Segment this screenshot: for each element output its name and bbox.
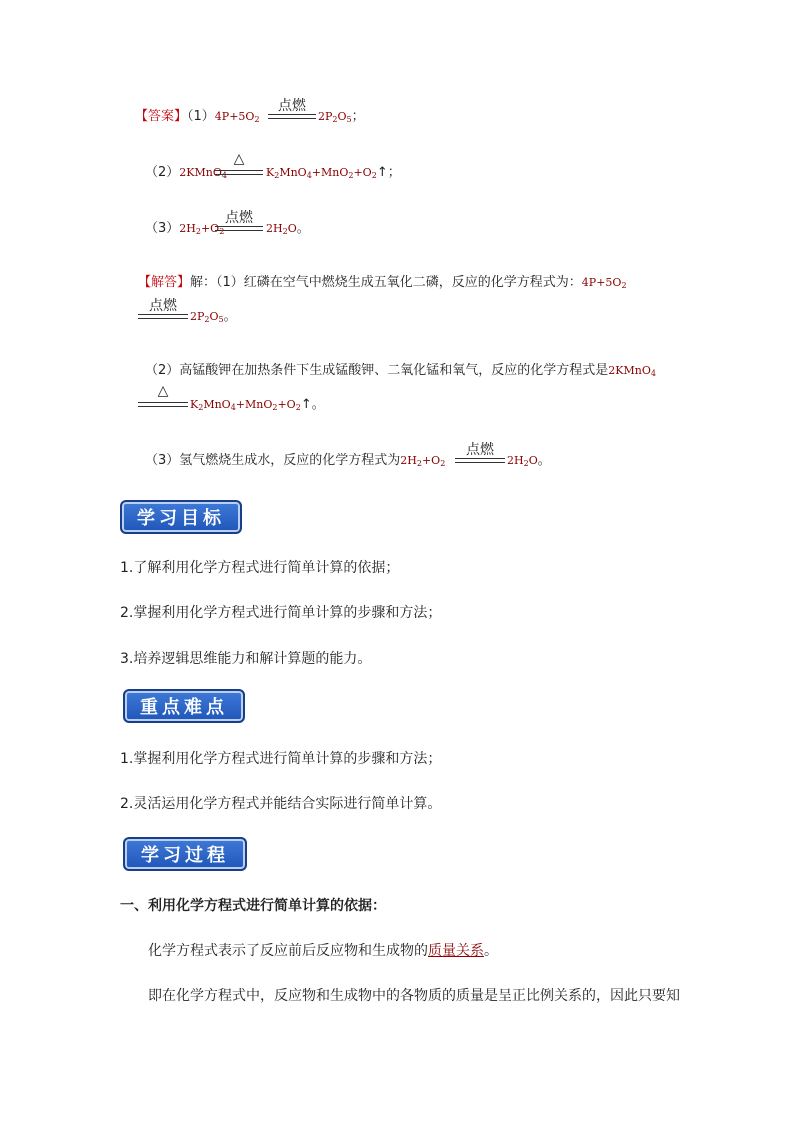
answer-label: 【答案】 (135, 109, 188, 124)
solution-line-3: （3）氢气燃烧生成水，反应的化学方程式为$2H_2+O_2$ (145, 453, 446, 468)
equals-sign (138, 314, 188, 319)
solution-line-1: 【解答】解：（1）红磷在空气中燃烧生成五氧化二磷，反应的化学方程式为：$4P+5O_2$ (138, 275, 627, 290)
answer-line-1: 【答案】$(1)4P+5O_2$ (135, 109, 260, 124)
answer-line-3: $(3)2H_2+O_2$ (145, 221, 225, 236)
process-paragraph-1: 化学方程式表示了反应前后反应物和生成物的质量关系。 (148, 943, 498, 959)
heat-condition: △ (233, 151, 245, 167)
key-item-1: 1.掌握利用化学方程式进行简单计算的步骤和方法； (120, 751, 442, 767)
reaction-condition: 点燃 (225, 210, 253, 226)
equals-sign (455, 458, 505, 463)
solution-line-2: （2）高锰酸钾在加热条件下生成锰酸钾、二氧化锰和氧气，反应的化学方程式是2KMnO$_4$ (145, 363, 656, 378)
equation-right: $2H_2O$。 (266, 221, 310, 236)
equation-left: $4P+5O_2$ (214, 110, 260, 124)
goal-item-2: 2.掌握利用化学方程式进行简单计算的步骤和方法； (120, 605, 442, 621)
section-badge-process: 学习过程 (123, 837, 247, 871)
equation-right: $2P_2O_5$； (318, 109, 365, 124)
equation-right: $2H_2O$。 (507, 453, 551, 468)
equals-sign (268, 114, 316, 119)
equation-right: $K_2MnO_4+MnO_2+O_2↑$； (266, 165, 401, 180)
reaction-condition: 点燃 (466, 442, 494, 458)
reaction-condition: 点燃 (149, 298, 177, 314)
heat-condition: △ (157, 383, 169, 399)
equals-sign (215, 226, 263, 231)
goal-item-3: 3.培养逻辑思维能力和解计算题的能力。 (120, 651, 372, 667)
section-badge-goals: 学习目标 (120, 500, 242, 534)
goal-item-1: 1.了解利用化学方程式进行简单计算的依据； (120, 560, 400, 576)
solution-label: 【解答】 (138, 275, 191, 290)
quality-relation-term: 质量关系 (428, 943, 484, 959)
equals-sign (138, 402, 188, 407)
reaction-condition: 点燃 (278, 98, 306, 114)
process-heading: 一、利用化学方程式进行简单计算的依据： (120, 898, 386, 914)
section-badge-key-points: 重点难点 (123, 689, 245, 723)
answer-line-2: （2）2KMnO$_4$ (145, 165, 227, 180)
process-paragraph-2: 即在化学方程式中，反应物和生成物中的各物质的质量是呈正比例关系的，因此只要知 (148, 988, 680, 1004)
equation-right: $2P_2O_5$。 (190, 309, 237, 324)
equals-sign (215, 170, 263, 175)
key-item-2: 2.灵活运用化学方程式并能结合实际进行简单计算。 (120, 796, 442, 812)
equation-right: $K_2MnO_4+MnO_2+O_2↑$。 (190, 397, 325, 412)
